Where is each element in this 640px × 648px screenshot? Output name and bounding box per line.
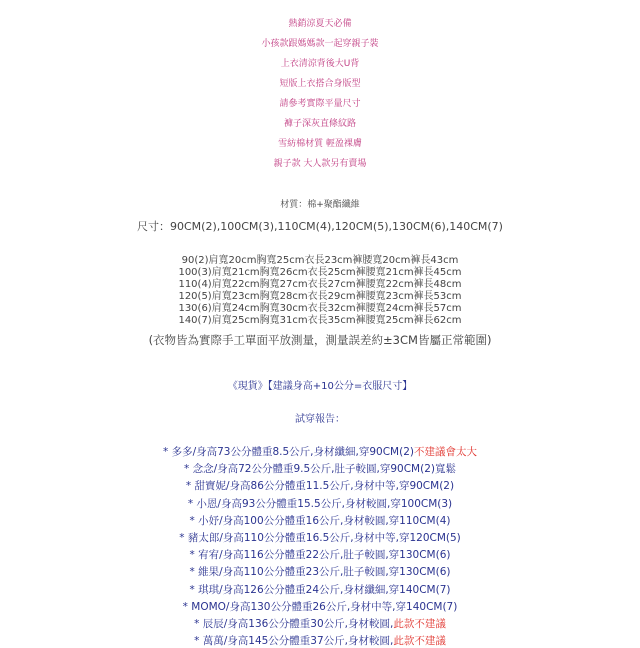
report-item [0,547,640,562]
report-item [0,530,640,545]
feature-line: 親子款 大人款另有賣場 [273,159,367,169]
stock-note: 《現貨》【建議身高+10公分=衣服尺寸】 [227,381,413,392]
report-item [0,616,640,631]
report-title: 試穿報告： [295,414,345,425]
report-warning: 不建議會太大 [413,446,477,458]
report-text: * 維果/身高110公分體重23公斤,肚子較圓,穿130CM(6) [189,566,451,579]
report-text: * 豬太郎/身高110公分體重16.5公斤,身材中等,穿120CM(5) [179,532,461,544]
feature-line: 褲子深灰直條紋路 [283,119,356,129]
report-item [0,461,640,476]
feature-line: 小孩款跟媽媽款一起穿親子裝 [261,39,379,49]
feature-line: 請參考實際平量尺寸 [279,99,361,109]
sizes-text: 尺寸：90CM(2),100CM(3),110CM(4),120CM(5),130CM(6),140CM(7) [137,220,503,233]
material-text: 材質：棉+聚酯纖維 [280,200,360,210]
feature-line: 短版上衣搭合身版型 [279,79,361,89]
size-row: 90(2)肩寬20cm胸寬25cm衣長23cm褲腰寬20cm褲長43cm [181,255,459,266]
report-item [0,633,640,648]
report-item [0,564,640,579]
measurement-note: (衣物皆為實際手工單面平放測量，測量誤差約±3CM皆屬正常範圍) [148,333,492,347]
feature-line: 熱銷涼夏天必備 [288,19,352,29]
report-text: * 甜寶妮/身高86公分體重11.5公斤,身材中等,穿90CM(2) [185,480,455,493]
report-text: * MOMO/身高130公分體重26公斤,身材中等,穿140CM(7) [182,600,458,613]
report-item [0,513,640,528]
report-warning: 此款不建議 [393,618,446,630]
size-row: 100(3)肩寬21cm胸寬26cm衣長25cm褲腰寬21cm褲長45cm [178,267,462,278]
size-row: 140(7)肩寬25cm胸寬31cm衣長35cm褲腰寬25cm褲長62cm [178,315,462,326]
report-text: * 辰辰/身高136公分體重30公斤,身材較圓, [194,618,394,630]
report-text: * 念念/身高72公分體重9.5公斤,肚子較圓,穿90CM(2)寬鬆 [184,463,456,476]
report-item [0,582,640,597]
size-row: 130(6)肩寬24cm胸寬30cm衣長32cm褲腰寬24cm褲長57cm [178,303,462,314]
report-text: * 萬萬/身高145公分體重37公斤,身材較圓, [194,635,394,648]
report-text: * 多多/身高73公分體重8.5公斤,身材纖細,穿90CM(2) [163,446,414,458]
size-row: 120(5)肩寬23cm胸寬28cm衣長29cm褲腰寬23cm褲長53cm [178,291,462,302]
report-text: * 宥宥/身高116公分體重22公斤,肚子較圓,穿130CM(6) [189,549,451,562]
report-item [0,599,640,614]
size-row: 110(4)肩寬22cm胸寬27cm衣長27cm褲腰寬22cm褲長48cm [178,279,462,290]
report-item [0,478,640,493]
feature-line: 雪紡棉材質 輕盈裸膚 [278,139,362,149]
report-warning: 此款不建議 [393,635,446,648]
report-text: * 琪琪/身高126公分體重24公斤,身材纖細,穿140CM(7) [189,583,451,596]
report-text: * 小妤/身高100公分體重16公斤,身材較圓,穿110CM(4) [189,514,451,527]
feature-line: 上衣清涼背後大U背 [280,59,360,69]
report-item [0,444,640,459]
report-text: * 小恩/身高93公分體重15.5公斤,身材較圓,穿100CM(3) [187,497,453,510]
report-item [0,496,640,511]
